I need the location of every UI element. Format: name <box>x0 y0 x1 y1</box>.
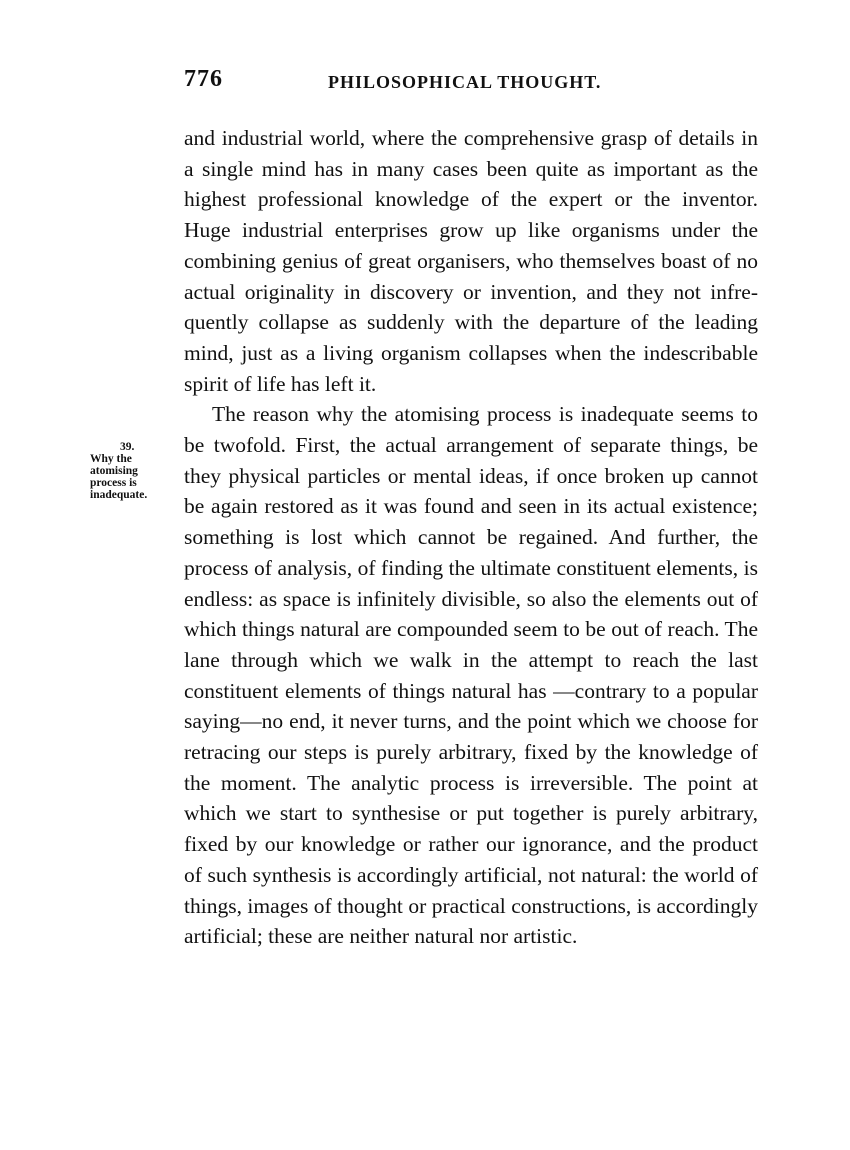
margin-note-line: inadequate. <box>90 489 148 501</box>
margin-note-line: atomising <box>90 465 138 477</box>
paragraph-atomising: The reason why the atomising process is inadequate seems to be twofold. First, the actual arrangement of separate things, be they physical particles or mental ideas, if once broken up cannot be again restored as it was found and seen in its actual existence; something is lost which cannot be regained. And further, the process of analysis, of finding the ultimate constituent elements, is endless: as space is infinitely divisible, so also the elements out of which things natural are compounded seem to be out of reach. The lane through which we walk in the attempt to reach the last constituent elements of things natural has —contrary to a popular saying—no end, it never turns, and the point which we choose for retracing our steps is purely arbitrary, fixed by the knowledge of the moment. The analytic process is irreversible. The point at which we start to synthesise or put together is purely arbitrary, fixed by our knowledge or rather our ignorance, and the product of such synthesis is accordingly artificial, not natural: the world of things, images of thought or practical constructions, is accordingly artificial; these are neither natural nor artistic. <box>184 402 758 949</box>
margin-note <box>90 441 178 501</box>
margin-note-line: Why the <box>90 453 132 465</box>
paragraph-continued: and industrial world, where the comprehensive grasp of details in a single mind has in many cases been quite as important as the highest professional knowledge of the expert or the inventor. Huge industrial enterprises grow up like organisms under the combining genius of great organisers, who themselves boast of no actual originality in discovery or invention, and they not infrequently collapse as suddenly with the departure of the leading mind, just as a living organism collapses when the indescribable spirit of life has left it. <box>184 126 758 396</box>
page-number: 776 <box>184 66 223 92</box>
margin-note-number: 39. <box>120 441 135 453</box>
page-header <box>184 66 758 102</box>
running-title: PHILOSOPHICAL THOUGHT. <box>328 72 602 92</box>
margin-note-line: process is <box>90 477 137 489</box>
body-text <box>184 123 758 952</box>
